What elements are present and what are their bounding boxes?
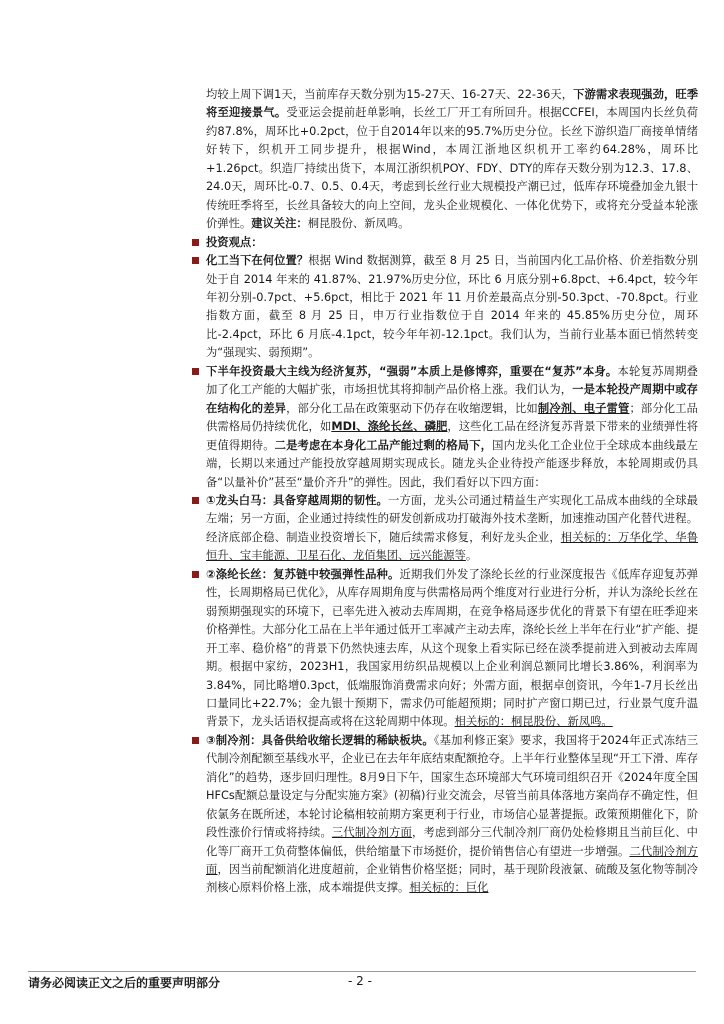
square-bullet-icon: [192, 368, 199, 375]
bold-text: 建议关注：: [251, 217, 308, 231]
bold-text: ①龙头白马：具备穿越周期的韧性。: [206, 493, 389, 507]
text: 一方面，龙头公司通过精益生产实现化工品成本曲线的全球最左端；另一方面，企业通过持续性的研发创新成功打破海外技术垄断，加速推动国产化替代进程。经济底部企稳、制造业投资增长下，随后续需求修复，利好龙头企业，: [206, 493, 698, 544]
text: 桐昆股份、新凤鸣。: [307, 217, 410, 231]
bold-text: ③制冷剂：具备供给收缩长逻辑的稀缺板块。: [206, 733, 434, 747]
footer-divider: [28, 971, 696, 972]
square-bullet-icon: [192, 257, 199, 264]
text: ，部分化工品在政策驱动下仍存在收缩逻辑，比如: [286, 401, 538, 415]
text: 受亚运会提前赶单影响，长丝工厂开工有所回升。根据CCFEI，本周国内长丝负荷约87.8%，周环比+0.2pct，位于自2014年以来的95.7%历史分位。长丝下游织造厂商接单情绪好转下，织机开工同步提升，根据Wind，本周江浙地区织机开工率约64.28%，周环比+1.26pct。织造厂持续出货下，本周江浙织机POY、FDY、DTY的库存天数分别为12.3、17.8、24.0天，周环比-0.7、0.5、0.4天，考虑到长丝行业大规模投产潮已过，低库存环境叠加金九银十传统旺季将至，长丝具备较大的向上空间，龙头企业规模化、一体化优势下，或将充分受益本轮涨价弹性。: [206, 106, 698, 231]
footer-disclaimer: 请务必阅读正文之后的重要声明部分: [28, 976, 221, 990]
underlined-text: 三代制冷剂方面: [331, 826, 413, 840]
bold-underlined-text: MDI、涤纶长丝、磷肥: [331, 420, 448, 434]
square-bullet-icon: [192, 239, 199, 246]
bold-text: 一是本轮投产周期中或存在结构化的差异: [206, 383, 698, 415]
square-bullet-icon: [192, 497, 199, 504]
page-number: - 2 -: [348, 974, 372, 988]
text: 近期我们外发了涤纶长丝的行业深度报告《低库存迎复苏弹性，长周期格局已优化》，从库存周期角度与供需格局两个维度对行业进行分析，并认为涤纶长丝在弱预期强现实的环境下，已率先进入被动去库周期，在竞争格局逐步优化的背景下有望在旺季迎来价格弹性。大部分化工品在上半年通过低开工率减产主动去库，涤纶长丝上半年在行业“扩产能、提开工率、稳价格”的背景下仍然快速去库，从这个现象上看实际已经在淡季提前进入到被动去库周期。根据中家纺，2023H1，我国家用纺织品规模以上企业利润总额同比增长3.86%，利润率为3.84%，同比略增0.3pct，低端服饰消费需求向好；外需方面，根据卓创资讯，今年1-7月长丝出口量同比+22.7%；金九银十预期下，需求仍可能超预期；同时扩产窗口期已过，行业景气度升温背景下，龙头话语权提高或将在这轮周期中体现。: [206, 567, 698, 729]
underlined-text: 二代制冷剂方面: [206, 844, 698, 877]
bold-text: 二是考虑在本身化工品产能过剩的格局下，: [274, 438, 493, 452]
bold-underlined-text: 制冷剂、电子雷管: [537, 401, 630, 415]
paragraph-chemical-position: [206, 252, 698, 363]
text: 。: [465, 549, 478, 563]
bold-text: 下游需求表现强劲，旺季将至迎接景气。: [206, 88, 698, 120]
paragraph-recovery-mainline: [206, 363, 698, 492]
text: 《基加利修正案》要求，我国将于2024年正式冻结三代制冷剂配额至基线水平，企业已在去年年底结束配额抢夺。上半年行业整体呈现“开工下滑、库存消化”的趋势，逐步回归理性。8月9日下午，国家生态环境部大气环境司组织召开《2024年度全国HFCs配额总量设定与分配实施方案》(初稿)行业交流会，尽管当前具体落地方案尚存不确定性，但依氯务在既所述，本轮讨论稿相较前期方案更利于行业，市场信心显著提振。政策预期催化下，阶段性涨价行情或将持续。: [206, 733, 698, 840]
bold-text: 化工当下在何位置？: [206, 254, 309, 268]
related-stocks-text: 相关标的：万华化学、华鲁恒升、宝丰能源、卫星石化、龙佰集团、远兴能源等: [206, 530, 698, 563]
square-bullet-icon: [192, 571, 199, 578]
paragraph-refrigerants: [206, 732, 698, 898]
text: 均较上周下调1天，当前库存天数分别为15-27天、16-27天、22-36天，: [206, 88, 574, 101]
text: ；部分化工品供需格局仍持续优化，如: [206, 401, 698, 434]
section-heading-investment-views: [206, 234, 698, 252]
report-body: [206, 86, 698, 898]
bold-text: ②涤纶长丝：复苏链中较强弹性品种。: [206, 567, 400, 581]
heading-text: 投资观点：: [206, 235, 263, 249]
square-bullet-icon: [192, 737, 199, 744]
text: ，因当前配额消化进度超前，企业销售价格坚挺；同时，基于现阶段液氯、硫酸及氢化物等制冷剂核心原料价格上涨，成本端提供支撑。: [206, 863, 698, 895]
bold-text: 下半年投资最大主线为经济复苏，“强弱”本质上是修博弈，重要在“复苏”本身。: [206, 364, 618, 378]
text: 根据 Wind 数据测算，截至 8 月 25 日，当前国内化工品价格、价差指数分别处于自 2014 年来的 41.87%、21.97%历史分位，环比 6 月底分别+6.8pct、+6.4pct，较今年年初分别-0.7pct、+5.6pct，相比于 2021 年 11 月价差最高点分别-50.3pct、-70.8pct。行业指数方面，截至 8 月 25 日，申万行业指数位于自 2014 年来的 45.85%历史分位，周环比-2.4pct，环比 6 月底-4.1pct，较今年年初-12.1pct。我们认为，当前行业基本面已悄然转变为“强现实、弱预期”。: [206, 254, 698, 360]
text: 本轮复苏周期叠加了化工产能的大幅扩张，市场担忧其将抑制产品价格上涨。我们认为，: [206, 364, 698, 397]
text: ，考虑到部分三代制冷剂厂商仍处检修期且当前巨化、中化等厂商开工负荷整体偏低，供给缩量下市场挺价，提价销售信心有望进一步增强。: [206, 826, 698, 858]
paragraph-chemical-fiber-outlook: [206, 86, 698, 234]
paragraph-leading-bluechips: [206, 492, 698, 566]
related-stocks-text: 相关标的：桐昆股份、新凤鸣。: [454, 715, 613, 729]
text: ，这些化工品在经济复苏背景下带来的业绩弹性将更值得期待。: [206, 420, 698, 452]
paragraph-polyester-filament: [206, 566, 698, 732]
related-stocks-text: 相关标的：巨化: [409, 881, 489, 895]
text: 国内龙头化工企业位于全球成本曲线最左端，长期以来通过产能投放穿越周期实现成长。随龙头企业待投产能逐步释放，本轮周期或仍具备“以量补价”甚至“量价齐升”的弹性。因此，我们看好以下四方面：: [206, 438, 698, 489]
